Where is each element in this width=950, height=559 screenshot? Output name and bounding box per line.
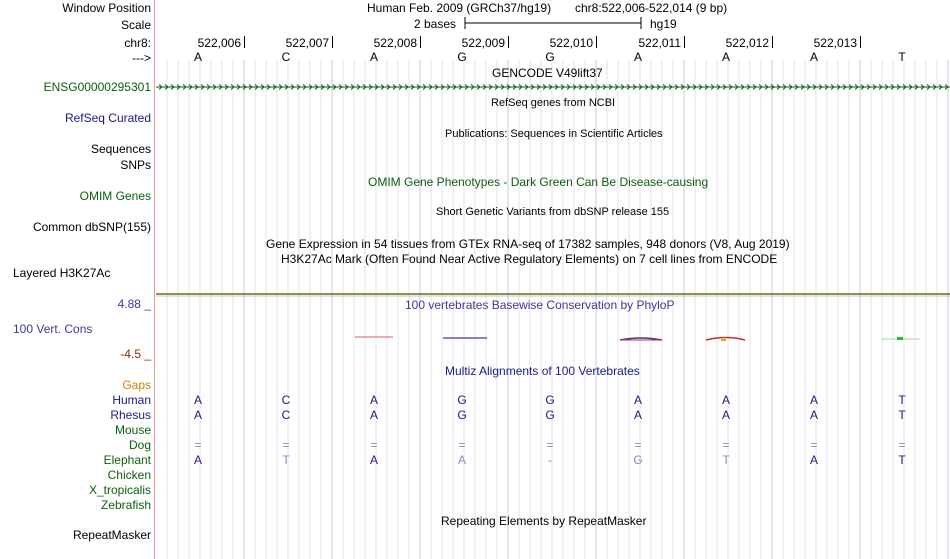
label-refseq[interactable]: RefSeq Curated (64, 111, 151, 125)
track-phylop-title[interactable]: 100 vertebrates Basewise Conservation by PhyloP (405, 298, 675, 312)
alignment-base: A (809, 408, 818, 422)
species-label[interactable]: Dog (128, 438, 151, 452)
ruler-coordinate: 522,006 (197, 36, 241, 50)
track-repeatmasker-title[interactable]: Repeating Elements by RepeatMasker (441, 514, 647, 528)
alignment-base: A (193, 408, 202, 422)
assembly-title: Human Feb. 2009 (GRCh37/hg19) (367, 1, 552, 15)
scale-text: 2 bases (414, 17, 457, 31)
ruler-tick (244, 36, 245, 48)
alignment-base: T (722, 453, 730, 467)
label-cons-min: -4.5 _ (120, 347, 151, 361)
reference-base: C (281, 50, 291, 64)
label-chr: chr8: (124, 36, 151, 50)
label-omim[interactable]: OMIM Genes (79, 189, 151, 203)
position-text: chr8:522,006-522,014 (9 bp) (575, 1, 728, 15)
label-sequences[interactable]: Sequences (90, 142, 151, 156)
label-cons-max: 4.88 _ (117, 297, 151, 311)
alignment-base: = (458, 438, 466, 452)
alignment-base: = (282, 438, 290, 452)
ruler-tick (684, 36, 685, 48)
alignment-base: A (193, 393, 202, 407)
alignment-base: - (548, 453, 552, 467)
reference-base: A (809, 50, 818, 64)
ruler-tick (420, 36, 421, 48)
ruler-coordinate: 522,008 (373, 36, 417, 50)
alignment-base: A (721, 408, 730, 422)
alignment-base: G (545, 393, 555, 407)
scale-db: hg19 (650, 17, 677, 31)
ruler-tick (860, 36, 861, 48)
ruler-tick (596, 36, 597, 48)
track-dbsnp-title[interactable]: Short Genetic Variants from dbSNP release 155 (436, 206, 670, 218)
species-label[interactable]: X_tropicalis (88, 483, 151, 497)
track-refseq-title[interactable]: RefSeq genes from NCBI (491, 97, 616, 109)
alignment-base: C (281, 408, 291, 422)
label-h3k27ac[interactable]: Layered H3K27Ac (13, 266, 111, 280)
alignment-base: = (194, 438, 202, 452)
alignment-base: = (370, 438, 378, 452)
scale-bar (465, 17, 641, 29)
alignment-base: = (810, 438, 818, 452)
reference-base: A (633, 50, 642, 64)
ruler-tick (508, 36, 509, 48)
alignment-base: T (898, 393, 906, 407)
alignment-base: = (722, 438, 730, 452)
alignment-base: A (633, 393, 642, 407)
alignment-base: A (369, 408, 378, 422)
alignment-base: T (898, 453, 906, 467)
species-label[interactable]: Elephant (103, 453, 151, 467)
alignment-base: G (545, 408, 555, 422)
species-label[interactable]: Chicken (107, 468, 151, 482)
label-scale: Scale (120, 18, 151, 32)
alignment-base: C (281, 393, 291, 407)
alignment-base: = (546, 438, 554, 452)
ruler-coordinate: 522,007 (285, 36, 329, 50)
alignment-base: = (898, 438, 906, 452)
ruler-coordinate: 522,010 (549, 36, 593, 50)
alignment-base: G (633, 453, 643, 467)
ruler-coordinate: 522,013 (813, 36, 857, 50)
track-h3k27ac-title[interactable]: H3K27Ac Mark (Often Found Near Active Regulatory Elements) on 7 cell lines from ENCODE (281, 252, 778, 266)
ruler-tick (332, 36, 333, 48)
alignment-base: A (721, 393, 730, 407)
reference-base: G (457, 50, 467, 64)
alignment-base: A (369, 393, 378, 407)
reference-base: T (898, 50, 906, 64)
label-vert-cons[interactable]: 100 Vert. Cons (13, 322, 93, 336)
track-omim-title[interactable]: OMIM Gene Phenotypes - Dark Green Can Be Disease-causing (368, 175, 709, 189)
track-labels (0, 0, 155, 559)
ruler-tick (772, 36, 773, 48)
alignment-base: T (282, 453, 290, 467)
reference-base: A (369, 50, 378, 64)
ruler-coordinate: 522,012 (725, 36, 769, 50)
track-gencode-title[interactable]: GENCODE V49lift37 (492, 66, 603, 80)
gene-line-ensg (156, 85, 950, 90)
ruler-coordinate: 522,011 (638, 36, 681, 50)
alignment-base: G (457, 393, 467, 407)
reference-base: A (721, 50, 730, 64)
reference-base: G (545, 50, 555, 64)
alignment-base: = (634, 438, 642, 452)
label-gaps[interactable]: Gaps (122, 378, 151, 392)
alignment-base: A (193, 453, 202, 467)
alignment-base: G (457, 408, 467, 422)
alignment-base: A (633, 408, 642, 422)
alignment-base: A (369, 453, 378, 467)
label-strand-arrow: ---> (132, 51, 151, 65)
species-label[interactable]: Mouse (114, 423, 151, 437)
label-snps[interactable]: SNPs (120, 158, 151, 172)
phylop-marks (355, 337, 920, 341)
track-multiz-title[interactable]: Multiz Alignments of 100 Vertebrates (445, 364, 640, 378)
ruler-coordinate: 522,009 (461, 36, 505, 50)
label-repeatmasker[interactable]: RepeatMasker (72, 528, 151, 542)
alignment-base: A (809, 453, 818, 467)
label-dbsnp[interactable]: Common dbSNP(155) (32, 220, 151, 234)
alignment-base: A (809, 393, 818, 407)
label-ensg[interactable]: ENSG00000295301 (43, 80, 151, 94)
species-label[interactable]: Human (112, 393, 151, 407)
alignment-base: A (457, 453, 466, 467)
track-gtex-title[interactable]: Gene Expression in 54 tissues from GTEx RNA-seq of 17382 samples, 948 donors (V8, Aug 2019) (266, 237, 790, 251)
track-publications-title[interactable]: Publications: Sequences in Scientific Articles (445, 128, 663, 140)
label-window-position: Window Position (62, 1, 151, 15)
reference-base: A (193, 50, 202, 64)
species-label[interactable]: Zebrafish (100, 498, 151, 512)
alignment-base: T (898, 408, 906, 422)
species-label[interactable]: Rhesus (110, 408, 151, 422)
